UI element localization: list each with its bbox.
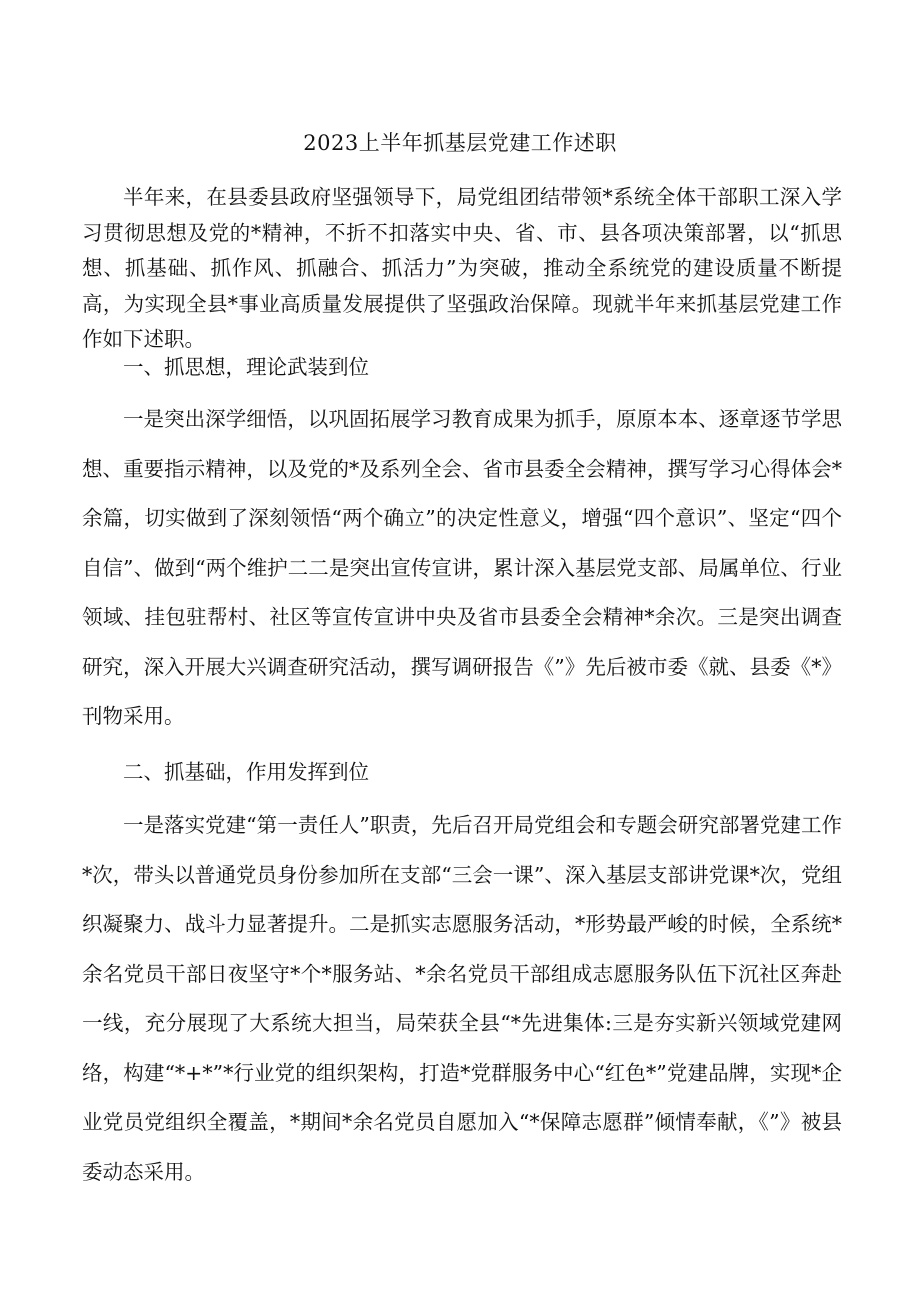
page-title: 2023上半年抓基层党建工作述职 xyxy=(303,131,617,155)
intro-paragraph: 半年来，在县委县政府坚强领导下，局党组团结带领*系统全体干部职工深入学习贯彻思想及党的*精神，不折不扣落实中央、省、市、县各项决策部署，以“抓思想、抓基础、抓作风、抓融合、抓活力”为突破，推动全系统党的建设质量不断提高，为实现全县*事业高质量发展提供了坚强政治保障。现就半年来抓基层党建工作作如下述职。 xyxy=(82,185,842,351)
section-2-heading: 二、抓基础，作用发挥到位 xyxy=(123,760,369,784)
section-2-body: 一是落实党建“第一责任人”职责，先后召开局党组会和专题会研究部署党建工作*次，带头以普通党员身份参加所在支部“三会一课”、深入基层支部讲党课*次，党组织凝聚力、战斗力显著提升。二是抓实志愿服务活动，*形势最严峻的时候，全系统*余名党员干部日夜坚守*个*服务站、*余名党员干部组成志愿服务队伍下沉社区奔赴一线，充分展现了大系统大担当，局荣获全县“*先进集体:三是夯实新兴领域党建网络，构建“*+*”*行业党的组织架构，打造*党群服务中心“红色*”党建品牌，实现*企业党员党组织全覆盖，*期间*余名党员自愿加入“*保障志愿群”倾情奉献，《”》被县委动态采用。 xyxy=(82,813,842,1184)
section-1-heading: 一、抓思想，理论武装到位 xyxy=(123,355,369,379)
section-1-body: 一是突出深学细悟，以巩固拓展学习教育成果为抓手，原原本本、逐章逐节学思想、重要指示精神，以及党的*及系列全会、省市县委全会精神，撰写学习心得体会*余篇，切实做到了深刻领悟“两个确立”的决定性意义，增强“四个意识”、坚定“四个自信”、做到“两个维护二二是突出宣传宣讲，累计深入基层党支部、局属单位、行业领域、挂包驻帮村、社区等宣传宣讲中央及省市县委全会精神*余次。三是突出调查研究，深入开展大兴调查研究活动，撰写调研报告《”》先后被市委《就、县委《*》刊物采用。 xyxy=(82,407,842,728)
